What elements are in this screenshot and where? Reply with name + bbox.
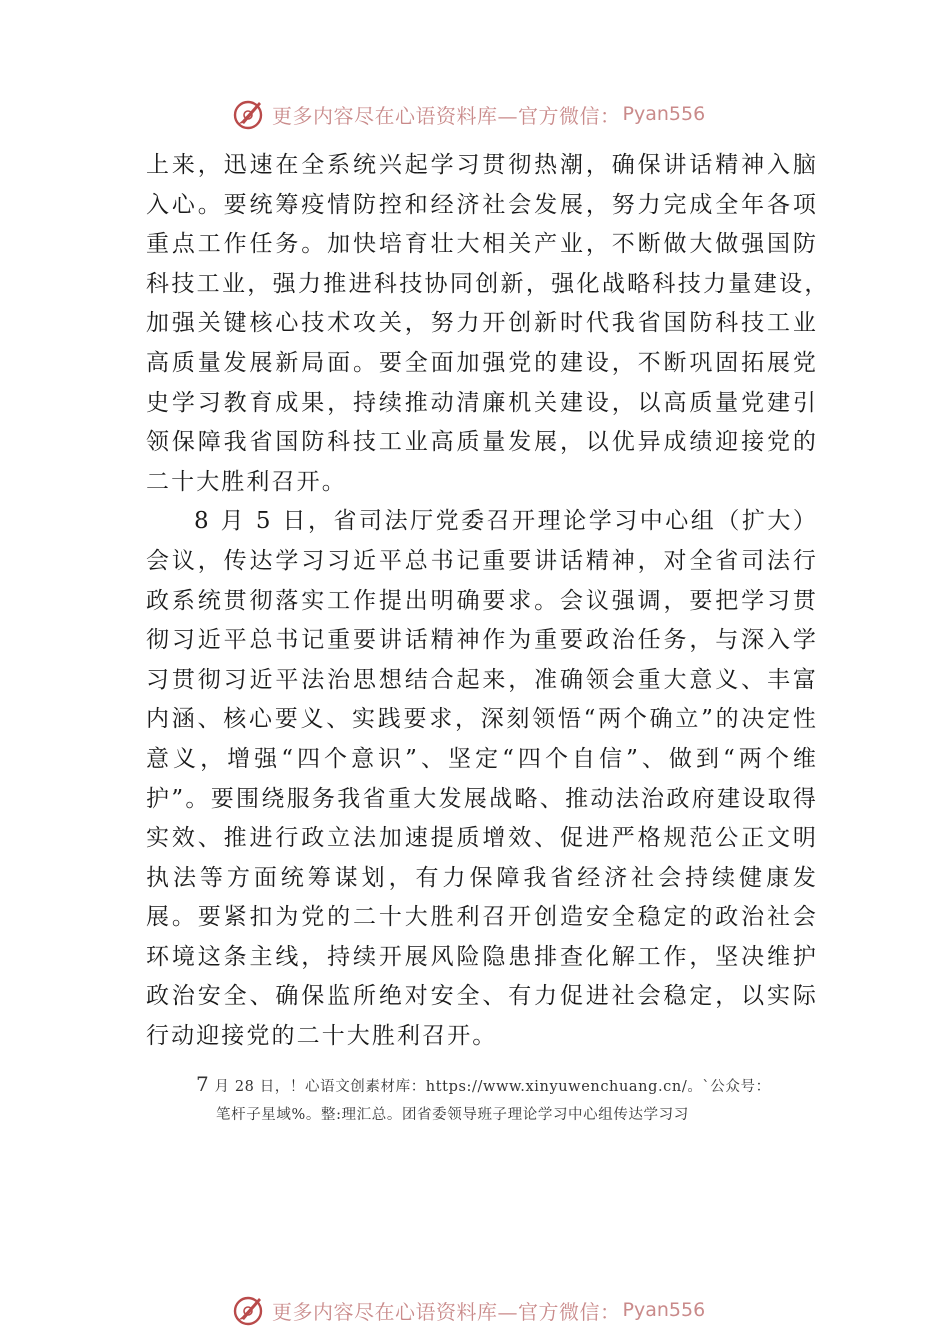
watermark-wechat-id: Pyan556 (622, 103, 706, 125)
footnote-line-1-text: 月 28 日，！心语文创素材库：https://www.xinyuwenchuang.cn/。`公众号： (209, 1079, 771, 1095)
footnote-line-1 (196, 1070, 846, 1101)
paragraph-1: 上来，迅速在全系统兴起学习贯彻热潮，确保讲话精神入脑入心。要统筹疫情防控和经济社会发展，努力完成全年各项重点工作任务。加快培育壮大相关产业，不断做大做强国防科技工业，强力推进科技协同创新，强化战略科技力量建设， 加强关键核心技术攻关，努力开创新时代我省国防科技工业高质量发展新局面。要全面加强党的建设，不断巩固拓展党史学习教育成果，持续推动清廉机关建设，以高质量党建引领保障我省国防科技工业高质量发展，以优异成绩迎接党的二十大胜利召开。 (146, 152, 844, 495)
watermark-text: 更多内容尽在心语资料库—官方微信： (272, 103, 621, 128)
footnote (196, 1070, 846, 1129)
watermark-text: 更多内容尽在心语资料库—官方微信： (272, 1299, 621, 1324)
quill-logo-icon (232, 97, 266, 131)
footnote-line-2: 笔杆子星域%。整:理汇总。团省委领导班子理论学习中心组传达学习习 (216, 1107, 689, 1123)
paragraph-2: 8 月 5 日，省司法厅党委召开理论学习中心组（扩大）会议，传达学习习近平总书记重要讲话精神，对全省司法行政系统贯彻落实工作提出明确要求。会议强调，要把学习贯彻习近平总书记重要讲话精神作为重要政治任务，与深入学习贯彻习近平法治思想结合起来，准确领会重大意义、丰富内涵、核心要义、实践要求，深刻领悟“两个确立”的决定性意义，增强“四个意识”、坚定“四个自信”、做到“两个维护”。要围绕服务我省重大发展战略、推动法治政府建设取得实效、推进行政立法加速提质增效、促进严格规范公正文明执法等方面统筹谋划，有力保障我省经济社会持续健康发展。要紧扣为党的二十大胜利召开创造安全稳定的政治社会环境这条主线，持续开展风险隐患排查化解工作，坚决维护政治安全、确保监所绝对安全、有力促进社会稳定，以实际行动迎接党的二十大胜利召开。 (146, 508, 818, 1050)
quill-logo-icon (232, 1293, 266, 1327)
watermark-footer (232, 1290, 752, 1330)
document-body (146, 146, 844, 1057)
watermark-wechat-id: Pyan556 (622, 1299, 706, 1321)
watermark-header (232, 94, 752, 134)
footnote-number: 7 (196, 1072, 210, 1096)
